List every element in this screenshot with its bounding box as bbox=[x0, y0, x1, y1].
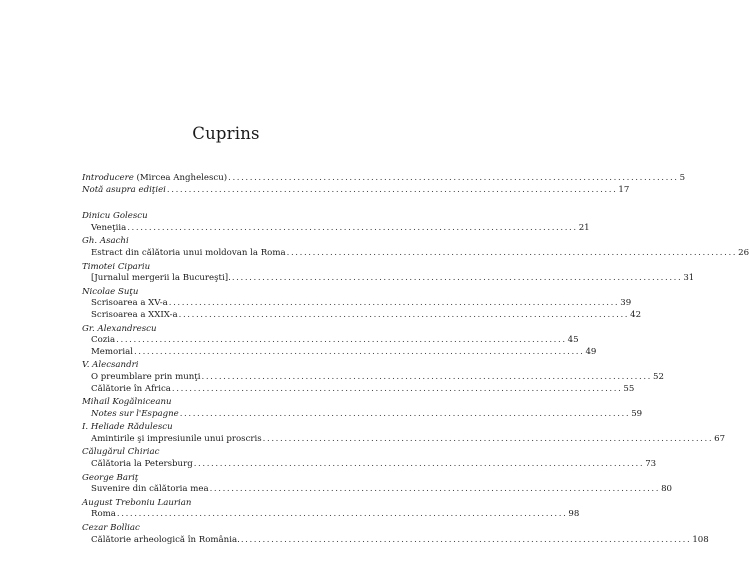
toc-entry[interactable] bbox=[82, 433, 726, 446]
entry-title: Călătorie în Africa bbox=[91, 383, 171, 394]
toc-entry[interactable] bbox=[82, 298, 632, 310]
dot-leader: ........................................................................................................ bbox=[116, 335, 567, 346]
author-name: August Treboniu Laurian bbox=[82, 497, 192, 508]
toc-entry[interactable] bbox=[82, 309, 642, 322]
page-number: 17 bbox=[618, 184, 630, 195]
dot-leader: ........................................................................................................ bbox=[166, 184, 618, 195]
author-group bbox=[82, 360, 664, 395]
dot-leader: ........................................................................................................ bbox=[171, 383, 623, 394]
author-group bbox=[82, 211, 590, 234]
toc-entry[interactable] bbox=[82, 459, 657, 471]
entry-title: Memorial bbox=[91, 346, 133, 357]
page-number: 52 bbox=[653, 371, 664, 382]
entry-extra: (Mircea Anghelescu) bbox=[133, 173, 228, 183]
section-gap bbox=[82, 196, 372, 211]
toc-entry[interactable] bbox=[82, 335, 579, 347]
author-name: Nicolae Suţu bbox=[82, 286, 139, 297]
page-number: 26 bbox=[738, 247, 749, 258]
toc-entry[interactable] bbox=[82, 408, 643, 421]
page-number: 39 bbox=[620, 298, 632, 309]
page-number: 59 bbox=[631, 408, 643, 419]
entry-title: Scrisoarea a XV-a bbox=[91, 298, 168, 309]
toc-entry[interactable] bbox=[82, 184, 630, 197]
page-title: Cuprins bbox=[192, 124, 260, 143]
page-number: 49 bbox=[585, 346, 597, 357]
toc-entry[interactable] bbox=[82, 346, 597, 359]
page-number: 108 bbox=[692, 534, 709, 545]
entry-title: Călătorie arheologică în România. bbox=[91, 534, 240, 545]
entry-title: Suvenire din călătoria mea bbox=[91, 484, 209, 495]
entry-label: Notă asupra ediţiei bbox=[82, 184, 166, 195]
page-number: 80 bbox=[661, 484, 673, 495]
dot-leader: ........................................................................................................ bbox=[168, 298, 620, 309]
toc-entry[interactable] bbox=[82, 222, 590, 235]
entry-title: Amintirile şi impresiunile unui proscris bbox=[91, 433, 262, 444]
page-number: 73 bbox=[645, 459, 657, 470]
entry-title: Călătoria la Petersburg bbox=[91, 459, 193, 470]
dot-leader: ........................................................................................................ bbox=[262, 433, 714, 444]
author-group bbox=[82, 323, 597, 359]
author-group bbox=[82, 523, 709, 546]
author-name: Călugărul Chiriac bbox=[82, 447, 160, 458]
dot-leader: ........................................................................................................ bbox=[193, 459, 645, 470]
toc-entry[interactable] bbox=[82, 371, 664, 384]
front-matter bbox=[82, 173, 686, 196]
toc-entry[interactable] bbox=[82, 247, 749, 260]
author-group bbox=[82, 397, 643, 420]
author-groups bbox=[82, 211, 749, 546]
entry-title: Scrisoarea a XXIX-a bbox=[91, 309, 178, 320]
entry-title: Cozia bbox=[91, 335, 116, 346]
toc-entry[interactable] bbox=[82, 173, 686, 185]
toc-entry[interactable] bbox=[82, 534, 709, 547]
author-name: Cezar Bolliac bbox=[82, 523, 140, 534]
author-group bbox=[82, 472, 673, 496]
page-number: 5 bbox=[679, 173, 686, 183]
author-name: Mihail Kogălniceanu bbox=[82, 397, 172, 408]
page-number: 67 bbox=[714, 433, 726, 444]
author-name: Gh. Asachi bbox=[82, 236, 129, 247]
author-group bbox=[82, 422, 726, 445]
dot-leader: ........................................................................................................ bbox=[228, 173, 679, 183]
entry-title: Veneţiia bbox=[91, 222, 127, 233]
author-group bbox=[82, 497, 580, 521]
author-name: I. Heliade Rădulescu bbox=[82, 422, 173, 433]
dot-leader: ........................................................................................................ bbox=[179, 408, 631, 419]
author-group bbox=[82, 261, 695, 285]
dot-leader: ........................................................................................................ bbox=[116, 509, 568, 520]
dot-leader: ........................................................................................................ bbox=[201, 371, 652, 382]
entry-title: Estract din călătoria unui moldovan la Roma bbox=[91, 247, 286, 258]
author-name: Gr. Alexandrescu bbox=[82, 323, 157, 334]
page-number: 21 bbox=[578, 222, 590, 233]
entry-title: Roma bbox=[91, 509, 116, 520]
page-number: 42 bbox=[630, 309, 642, 320]
table-of-contents bbox=[82, 173, 749, 546]
dot-leader: ........................................................................................................ bbox=[209, 484, 661, 495]
toc-entry[interactable] bbox=[82, 484, 673, 496]
dot-leader: ........................................................................................................ bbox=[178, 309, 630, 320]
author-name: Timotei Cipariu bbox=[82, 261, 151, 272]
toc-entry[interactable] bbox=[82, 509, 580, 521]
dot-leader: ........................................................................................................ bbox=[231, 273, 683, 284]
entry-title: [Jurnalul mergerii la Bucureşti]. bbox=[91, 273, 231, 284]
author-name: V. Alecsandri bbox=[82, 360, 139, 371]
page-number: 55 bbox=[623, 383, 635, 394]
page-number: 45 bbox=[567, 335, 579, 346]
toc-entry[interactable] bbox=[82, 383, 635, 396]
dot-leader: ........................................................................................................ bbox=[127, 222, 578, 233]
page-number: 31 bbox=[683, 273, 695, 284]
dot-leader: ........................................................................................................ bbox=[286, 247, 738, 258]
page-number: 98 bbox=[568, 509, 580, 520]
dot-leader: ........................................................................................................ bbox=[240, 534, 692, 545]
entry-label: Introducere bbox=[82, 173, 134, 183]
author-name: Dinicu Golescu bbox=[82, 211, 148, 222]
entry-title: Notes sur l'Espagne bbox=[91, 408, 179, 419]
author-group bbox=[82, 286, 642, 322]
author-group bbox=[82, 236, 749, 259]
dot-leader: ........................................................................................................ bbox=[133, 346, 585, 357]
toc-entry[interactable] bbox=[82, 273, 695, 285]
author-group bbox=[82, 447, 657, 470]
entry-title: O preumblare prin munţi bbox=[91, 371, 201, 382]
author-name: George Bariţ bbox=[82, 472, 139, 483]
